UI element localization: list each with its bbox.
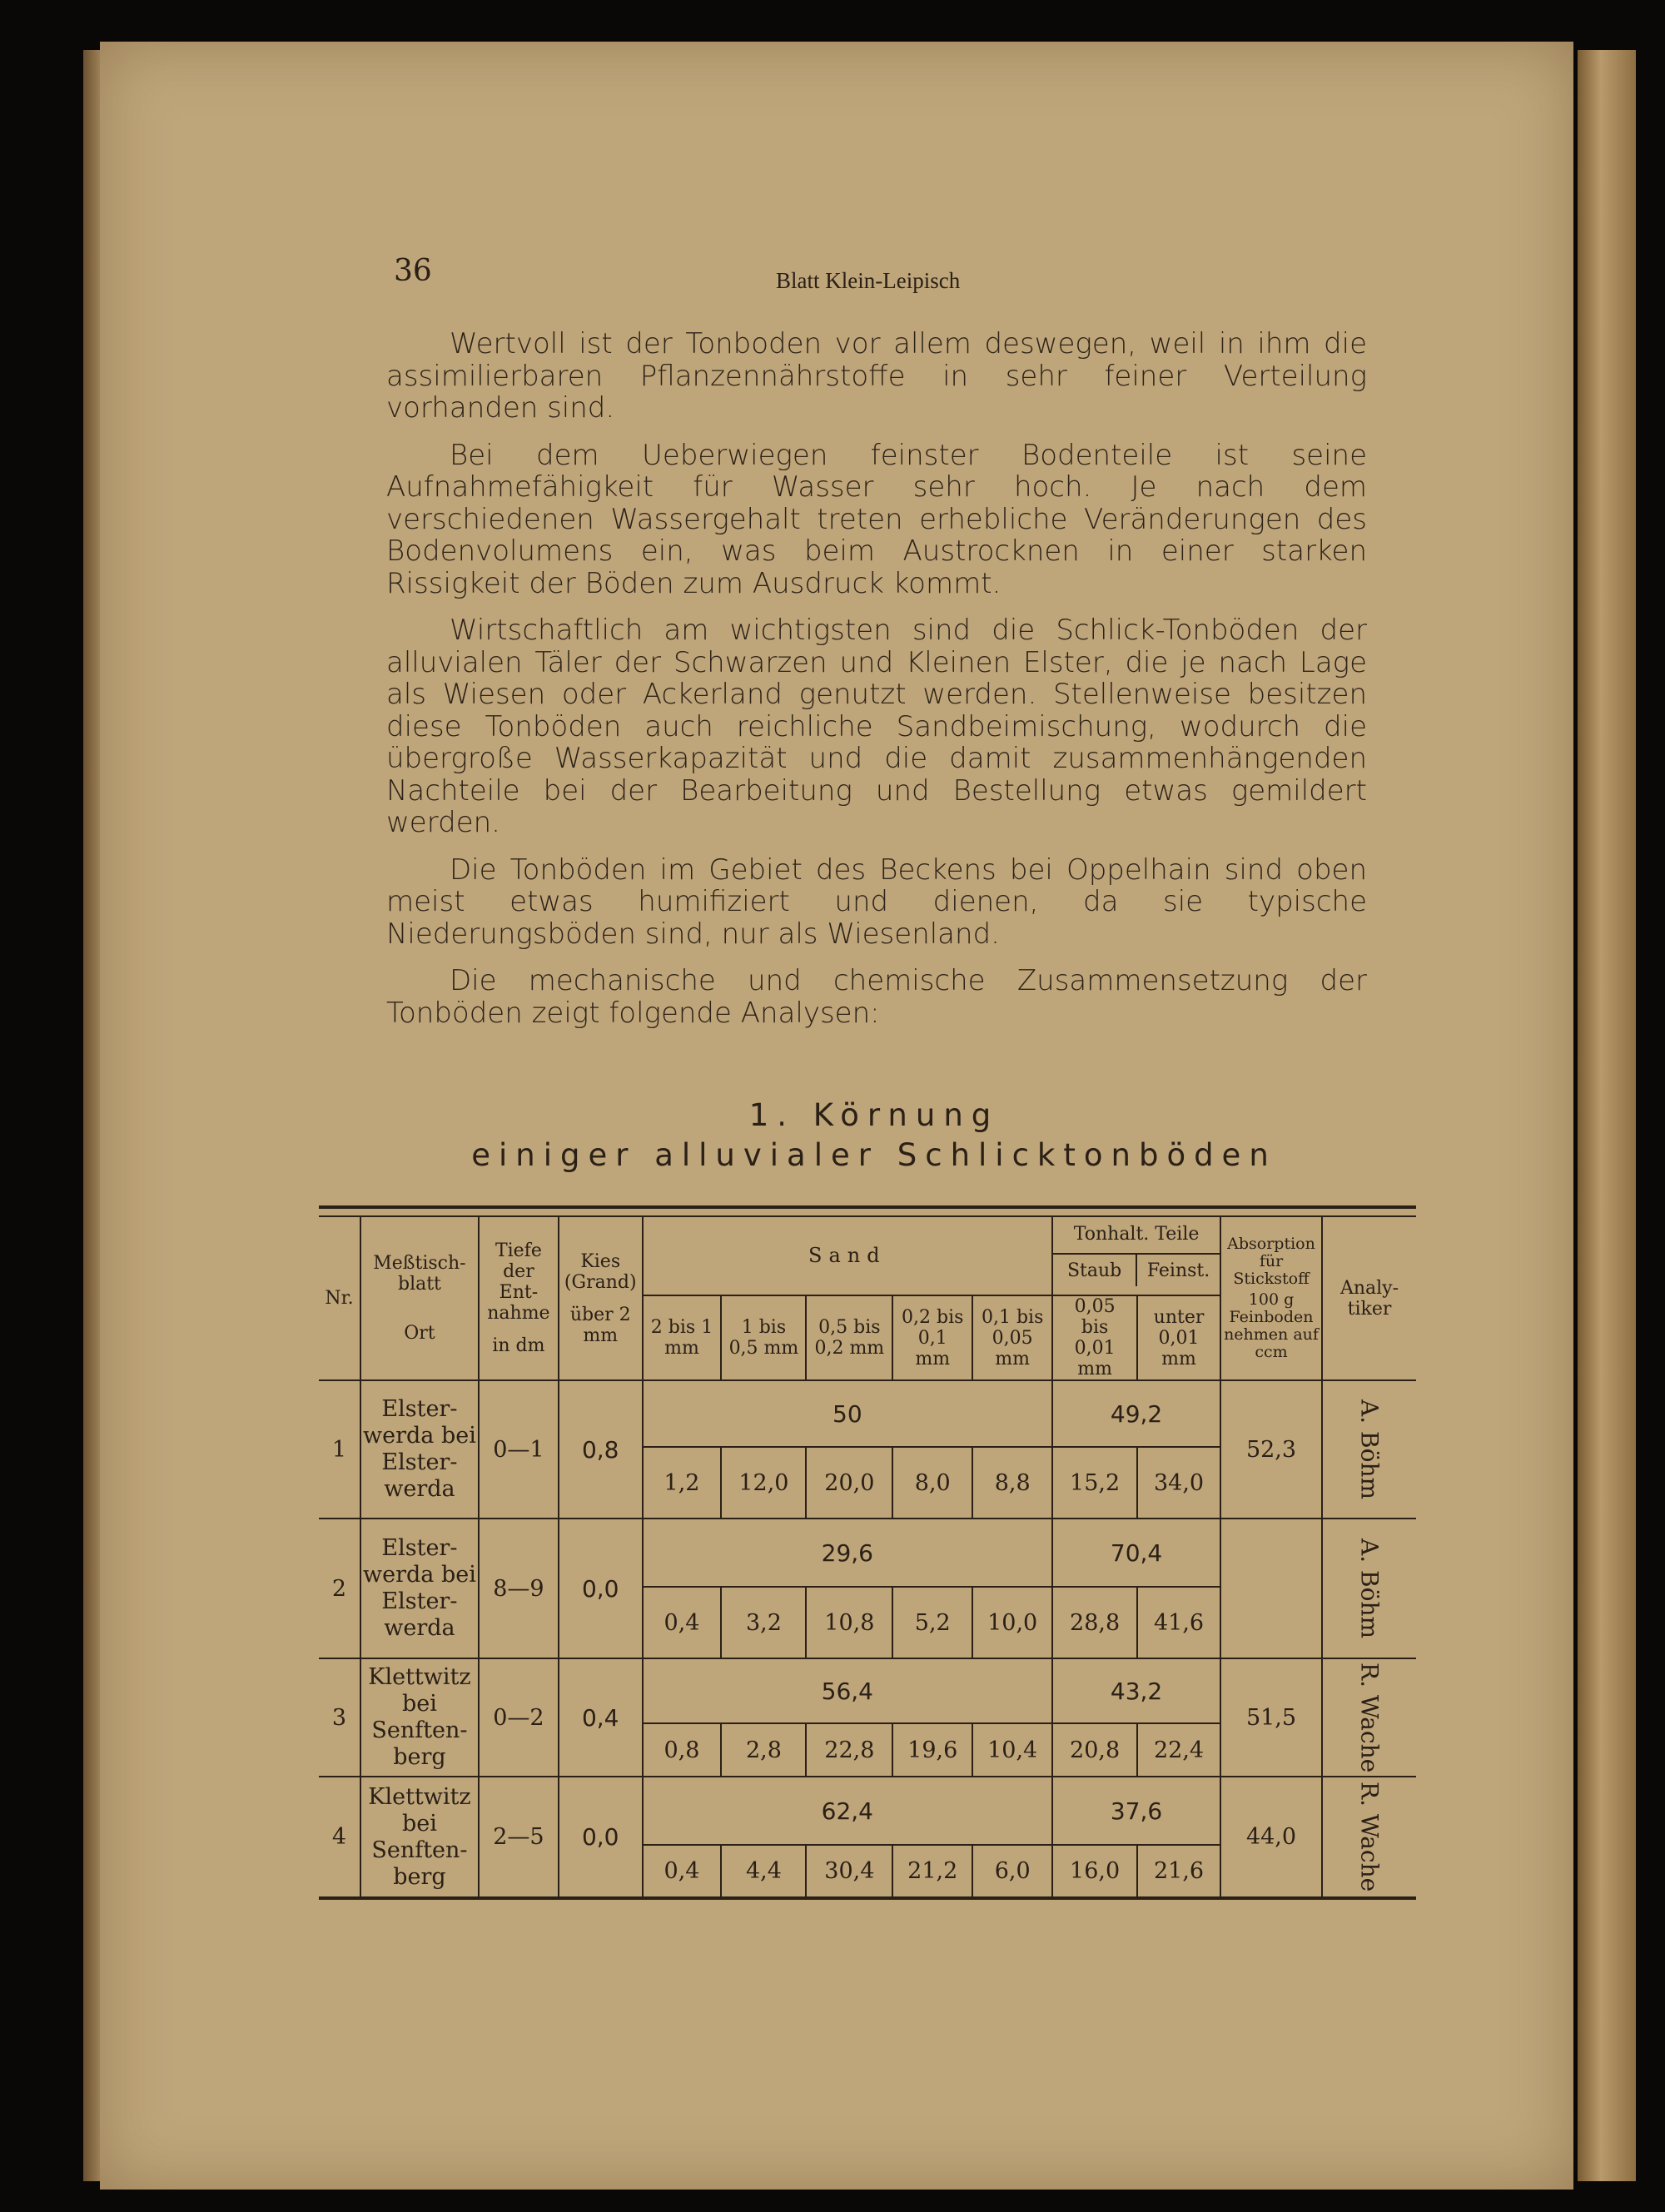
col-header-nr: Nr. bbox=[319, 1216, 360, 1380]
col-header-sand: Sand bbox=[643, 1216, 1053, 1295]
col-header-absorption-sub: 100 g Feinboden nehmen auf ccm bbox=[1224, 1290, 1319, 1361]
col-header-tonhalt bbox=[1052, 1216, 1220, 1295]
row-sand-value: 10,4 bbox=[972, 1723, 1052, 1777]
row-nr: 3 bbox=[319, 1658, 360, 1777]
col-header-absorption bbox=[1220, 1216, 1322, 1380]
row-nr: 1 bbox=[319, 1380, 360, 1519]
paragraph: Die Tonböden im Gebiet des Beckens bei Oppelhain sind oben meist etwas humifiziert und dienen, da sie typische Niederungsböden sind, nur als Wiesenland. bbox=[386, 852, 1367, 951]
row-ort: Elster-werda bei Elster-werda bbox=[360, 1519, 479, 1658]
tonhalt-subhead-row bbox=[1053, 1253, 1220, 1286]
row-ton-total: 49,2 bbox=[1052, 1380, 1220, 1447]
row-kies: 0,8 bbox=[559, 1380, 643, 1519]
table-top-rule bbox=[319, 1205, 1416, 1209]
col-header-feinst-sub: unter 0,01 mm bbox=[1137, 1295, 1220, 1380]
row-kies: 0,0 bbox=[559, 1519, 643, 1658]
row-nr: 4 bbox=[319, 1777, 360, 1898]
row-sand-value: 4,4 bbox=[721, 1845, 806, 1898]
row-tiefe: 0—2 bbox=[479, 1658, 559, 1777]
row-sand-value: 0,4 bbox=[643, 1845, 722, 1898]
row-analytiker: R. Wache bbox=[1322, 1777, 1416, 1898]
row-sand-value: 0,4 bbox=[643, 1587, 722, 1658]
table-title: 1. Körnung bbox=[748, 1097, 1000, 1133]
col-header-blatt bbox=[360, 1216, 479, 1380]
row-absorption: 51,5 bbox=[1220, 1658, 1322, 1777]
row-sand-total: 56,4 bbox=[643, 1658, 1053, 1723]
row-sand-value: 21,2 bbox=[892, 1845, 972, 1898]
row-ton-value: 16,0 bbox=[1052, 1845, 1137, 1898]
row-tiefe: 8—9 bbox=[479, 1519, 559, 1658]
col-header-sand-5: 0,1 bis 0,05 mm bbox=[972, 1295, 1052, 1380]
row-sand-value: 6,0 bbox=[972, 1845, 1052, 1898]
row-sand-value: 19,6 bbox=[892, 1723, 972, 1777]
col-header-staub: Staub bbox=[1066, 1260, 1122, 1281]
col-header-tonhalt-label: Tonhalt. Teile bbox=[1073, 1224, 1200, 1245]
row-ton-value: 22,4 bbox=[1137, 1723, 1220, 1777]
row-ort: Elster-werda bei Elster-werda bbox=[360, 1380, 479, 1519]
col-header-kies-sub: über 2 mm bbox=[569, 1304, 631, 1346]
col-header-sand-1: 2 bis 1 mm bbox=[643, 1295, 722, 1380]
col-header-staub-sub: 0,05 bis 0,01 mm bbox=[1052, 1295, 1137, 1380]
row-analytiker: A. Böhm bbox=[1322, 1380, 1416, 1519]
row-ort: Klettwitz bei Senften-berg bbox=[360, 1777, 479, 1898]
row-sand-value: 1,2 bbox=[643, 1447, 722, 1519]
row-sand-value: 5,2 bbox=[892, 1587, 972, 1658]
paragraph: Wirtschaftlich am wichtigsten sind die Schlick-Tonböden der alluvialen Täler der Schwarzen und Kleinen Elster, die je nach Lage als Wiesen oder Ackerland genutzt werden. Stellenweise besitzen diese Tonböden auch reichliche Sandbeimischung, wodurch die übergroße Wasserkapazität und die damit zusammenhängenden Nachteile bei der Bearbeitung und Bestellung etwas gemildert werden. bbox=[386, 614, 1367, 839]
paragraph: Bei dem Ueberwiegen feinster Bodenteile ist seine Aufnahmefähigkeit für Wasser sehr hoch. Je nach dem verschiedenen Wassergehalt treten erhebliche Veränderungen des Bodenvolumens ein, was beim Austrocknen in einer starken Rissigkeit der Böden zum Ausdruck kommt. bbox=[386, 438, 1367, 600]
row-sand-value: 12,0 bbox=[721, 1447, 806, 1519]
row-sand-value: 0,8 bbox=[643, 1723, 722, 1777]
col-header-analytiker: Analy-tiker bbox=[1322, 1216, 1416, 1380]
row-absorption: 52,3 bbox=[1220, 1380, 1322, 1519]
col-header-blatt-label: Meßtisch-blatt bbox=[373, 1253, 466, 1295]
col-header-sand-2: 1 bis 0,5 mm bbox=[721, 1295, 806, 1380]
row-sand-value: 8,8 bbox=[972, 1447, 1052, 1519]
col-header-ort: Ort bbox=[404, 1323, 435, 1344]
col-header-sand-3: 0,5 bis 0,2 mm bbox=[806, 1295, 892, 1380]
page-number: 36 bbox=[394, 254, 432, 288]
row-sand-value: 2,8 bbox=[721, 1723, 806, 1777]
row-kies: 0,0 bbox=[559, 1777, 643, 1898]
row-tiefe: 2—5 bbox=[479, 1777, 559, 1898]
col-header-kies bbox=[559, 1216, 643, 1380]
row-sand-total: 62,4 bbox=[643, 1777, 1053, 1845]
row-absorption: 44,0 bbox=[1220, 1777, 1322, 1898]
row-ort: Klettwitz bei Senften-berg bbox=[360, 1658, 479, 1777]
row-ton-total: 37,6 bbox=[1052, 1777, 1220, 1845]
row-sand-value: 3,2 bbox=[721, 1587, 806, 1658]
row-absorption bbox=[1220, 1519, 1322, 1658]
row-sand-total: 50 bbox=[643, 1380, 1053, 1447]
col-header-tiefe bbox=[479, 1216, 559, 1380]
col-header-kies-label: Kies (Grand) bbox=[564, 1250, 637, 1293]
row-sand-value: 22,8 bbox=[806, 1723, 892, 1777]
row-sand-value: 10,0 bbox=[972, 1587, 1052, 1658]
running-head: Blatt Klein-Leipisch bbox=[776, 268, 961, 293]
analysis-table bbox=[319, 1215, 1416, 1900]
row-sand-value: 10,8 bbox=[806, 1587, 892, 1658]
row-sand-value: 20,0 bbox=[806, 1447, 892, 1519]
row-tiefe: 0—1 bbox=[479, 1380, 559, 1519]
row-analytiker: A. Böhm bbox=[1322, 1519, 1416, 1658]
row-ton-total: 70,4 bbox=[1052, 1519, 1220, 1587]
col-header-absorption-label: Absorption für Stickstoff bbox=[1227, 1235, 1315, 1288]
row-ton-value: 20,8 bbox=[1052, 1723, 1137, 1777]
paragraph: Wertvoll ist der Tonboden vor allem deswegen, weil in ihm die assimilierbaren Pflanzennährstoffe in sehr feiner Verteilung vorhanden sind. bbox=[386, 327, 1367, 425]
row-nr: 2 bbox=[319, 1519, 360, 1658]
row-ton-value: 34,0 bbox=[1137, 1447, 1220, 1519]
row-analytiker: R. Wache bbox=[1322, 1658, 1416, 1777]
col-header-feinst: Feinst. bbox=[1136, 1255, 1220, 1286]
col-header-tiefe-label: Tiefe der Ent-nahme bbox=[487, 1240, 550, 1324]
row-ton-value: 28,8 bbox=[1052, 1587, 1137, 1658]
row-sand-value: 30,4 bbox=[806, 1845, 892, 1898]
col-header-sand-4: 0,2 bis 0,1 mm bbox=[892, 1295, 972, 1380]
row-kies: 0,4 bbox=[559, 1658, 643, 1777]
row-sand-value: 8,0 bbox=[892, 1447, 972, 1519]
row-ton-value: 41,6 bbox=[1137, 1587, 1220, 1658]
page-edge-right bbox=[1578, 50, 1636, 2181]
table-subtitle: einiger alluvialer Schlicktonböden bbox=[471, 1137, 1277, 1173]
row-ton-value: 21,6 bbox=[1137, 1845, 1220, 1898]
col-header-tiefe-unit: in dm bbox=[492, 1335, 545, 1356]
row-ton-total: 43,2 bbox=[1052, 1658, 1220, 1723]
row-ton-value: 15,2 bbox=[1052, 1447, 1137, 1519]
body-text bbox=[386, 328, 1367, 1044]
paragraph: Die mechanische und chemische Zusammensetzung der Tonböden zeigt folgende Analysen: bbox=[386, 964, 1367, 1030]
row-sand-total: 29,6 bbox=[643, 1519, 1053, 1587]
